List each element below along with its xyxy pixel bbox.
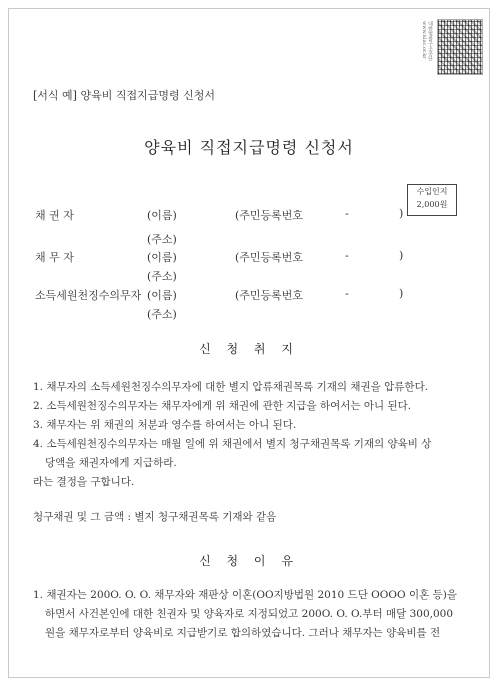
reason-line: 하면서 사건본인에 대한 친권자 및 양육자로 지정되었고 200O. O. O.부터 매달 300,000 [45, 608, 454, 620]
purpose-item: 4. 소득세원천징수의무자는 매월 일에 위 채권에서 별지 청구채권목록 기재의 양육비 상 [33, 438, 432, 450]
debtor-address: (주소) [147, 270, 177, 283]
payer-address: (주소) [147, 308, 177, 321]
form-label: [서식 예] 양육비 직접지급명령 신청서 [33, 89, 215, 102]
purpose-heading: 신 청 취 지 [199, 342, 299, 356]
qr-code-icon [437, 19, 483, 75]
reason-line: 1. 채권자는 200O. O. O. 채무자와 재판상 이혼(OO지방법원 2010 드단 OOOO 이혼 등)을 [33, 589, 457, 601]
payer-id: (주민등록번호 [235, 289, 304, 302]
claim-line: 청구채권 및 그 금액 : 별지 청구채권목록 기재와 같음 [33, 511, 277, 523]
purpose-item: 3. 채무자는 위 채권의 처분과 영수를 하여서는 아니 된다. [33, 419, 297, 431]
payer-id-dash: - [345, 287, 349, 300]
stamp-amount: 2,000원 [416, 200, 448, 209]
creditor-id-close: ) [399, 207, 404, 220]
stamp-label: 수입인지 [416, 187, 448, 196]
debtor-id: (주민등록번호 [235, 251, 304, 264]
purpose-conclusion: 라는 결정을 구합니다. [33, 476, 135, 488]
document-page [8, 8, 490, 678]
payer-role: 소득세원천징수의무자 [35, 289, 142, 302]
purpose-item: 1. 채무자의 소득세원천징수의무자에 대한 별지 압류채권목록 기재의 채권을 압류한다. [33, 381, 429, 393]
payer-id-close: ) [399, 287, 404, 300]
debtor-id-dash: - [345, 249, 349, 262]
purpose-item: 2. 소득세원천징수의무자는 채무자에게 위 채권에 관한 지급을 하여서는 아니 된다. [33, 400, 412, 412]
creditor-name: (이름) [147, 209, 177, 222]
creditor-address: (주소) [147, 233, 177, 246]
debtor-name: (이름) [147, 251, 177, 264]
creditor-id-dash: - [345, 207, 349, 220]
debtor-role: 채 무 자 [35, 251, 74, 264]
seal-caption: 대한법률구조공단 www.klac.or.kr [421, 21, 433, 61]
creditor-id: (주민등록번호 [235, 209, 304, 222]
reason-heading: 신 청 이 유 [199, 554, 299, 568]
page-title: 양육비 직접지급명령 신청서 [144, 138, 354, 157]
debtor-id-close: ) [399, 249, 404, 262]
creditor-role: 채 권 자 [35, 209, 74, 222]
revenue-stamp-box [407, 184, 457, 216]
purpose-item: 당액을 채권자에게 지급하라. [45, 457, 177, 469]
payer-name: (이름) [147, 289, 177, 302]
reason-line: 원을 채무자로부터 양육비로 지급받기로 합의하였습니다. 그러나 채무자는 양육비를 전 [45, 627, 441, 639]
